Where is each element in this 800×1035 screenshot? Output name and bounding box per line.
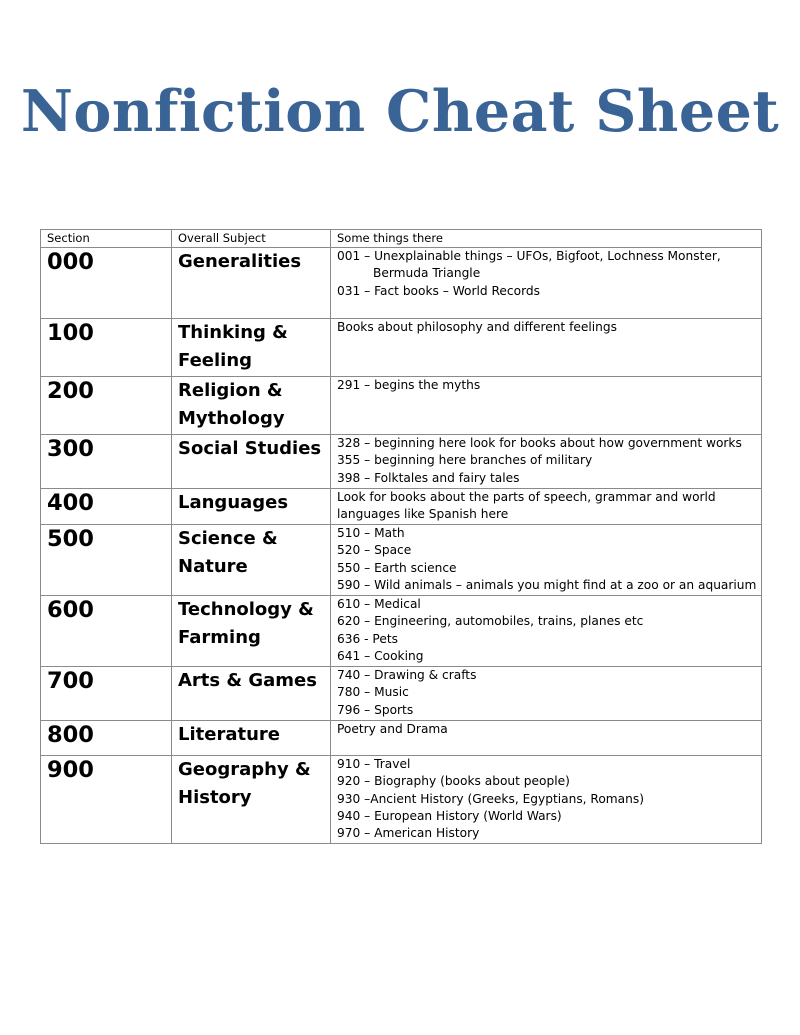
table-row — [41, 524, 762, 595]
thing-item: 641 – Cooking — [337, 649, 424, 664]
thing-item: Poetry and Drama — [337, 721, 448, 736]
thing-item: 796 – Sports — [337, 702, 414, 717]
thing-item: 610 – Medical — [337, 596, 421, 611]
thing-item: 001 – Unexplainable things – UFOs, Bigfoot, Lochness Monster, — [337, 249, 721, 263]
thing-item: 636 - Pets — [337, 631, 398, 646]
subject-name: Languages — [172, 489, 331, 525]
thing-item: 520 – Space — [337, 543, 412, 558]
thing-item: 910 – Travel — [337, 756, 411, 771]
cheat-sheet-table — [40, 229, 762, 844]
thing-item: 355 – beginning here branches of military — [337, 453, 593, 468]
thing-item: 930 –Ancient History (Greeks, Egyptians, Romans) — [337, 791, 644, 806]
section-number: 400 — [41, 489, 172, 525]
subject-name: Arts & Games — [172, 666, 331, 720]
things-cell — [331, 524, 762, 595]
header-things: Some things there — [331, 230, 762, 248]
section-number: 200 — [41, 377, 172, 435]
thing-item: 328 – beginning here look for books about how government works — [337, 436, 742, 450]
subject-name: Literature — [172, 720, 331, 755]
table-row — [41, 319, 762, 377]
section-number: 300 — [41, 435, 172, 489]
section-number: 900 — [41, 755, 172, 843]
thing-item: 740 – Drawing & crafts — [337, 667, 477, 682]
subject-name: Technology & Farming — [172, 595, 331, 666]
table-row — [41, 595, 762, 666]
thing-item: 550 – Earth science — [337, 560, 457, 575]
subject-name: Thinking & Feeling — [172, 319, 331, 377]
thing-item: languages like Spanish here — [337, 507, 509, 522]
section-number: 500 — [41, 524, 172, 595]
thing-item-continued: Bermuda Triangle — [373, 266, 481, 281]
section-number: 800 — [41, 720, 172, 755]
things-cell — [331, 489, 762, 525]
thing-item: 920 – Biography (books about people) — [337, 774, 570, 789]
things-cell — [331, 377, 762, 435]
thing-item: 398 – Folktales and fairy tales — [337, 470, 520, 485]
section-number: 100 — [41, 319, 172, 377]
table-row — [41, 377, 762, 435]
things-cell — [331, 248, 762, 319]
thing-item: 940 – European History (World Wars) — [337, 809, 562, 824]
subject-name: Religion & Mythology — [172, 377, 331, 435]
subject-name: Science & Nature — [172, 524, 331, 595]
header-section: Section — [41, 230, 172, 248]
thing-item: 970 – American History — [337, 826, 480, 841]
table-row — [41, 666, 762, 720]
header-subject: Overall Subject — [172, 230, 331, 248]
thing-item: 780 – Music — [337, 685, 409, 700]
thing-item: 031 – Fact books – World Records — [337, 283, 540, 298]
section-number: 000 — [41, 248, 172, 319]
table-row — [41, 720, 762, 755]
table-header-row — [41, 230, 762, 248]
thing-item: Books about philosophy and different feelings — [337, 320, 617, 334]
thing-item: 590 – Wild animals – animals you might find at a zoo or an aquarium — [337, 578, 757, 593]
page-title: Nonfiction Cheat Sheet — [20, 78, 780, 145]
things-cell — [331, 666, 762, 720]
subject-name: Social Studies — [172, 435, 331, 489]
table-row — [41, 755, 762, 843]
table-row — [41, 489, 762, 525]
section-number: 700 — [41, 666, 172, 720]
things-cell — [331, 435, 762, 489]
thing-item: 291 – begins the myths — [337, 378, 481, 392]
thing-item: 510 – Math — [337, 525, 405, 540]
table-row — [41, 248, 762, 319]
things-cell — [331, 319, 762, 377]
thing-item: 620 – Engineering, automobiles, trains, planes etc — [337, 614, 644, 629]
section-number: 600 — [41, 595, 172, 666]
subject-name: Geography & History — [172, 755, 331, 843]
thing-item: Look for books about the parts of speech, grammar and world — [337, 490, 716, 504]
table-row — [41, 435, 762, 489]
subject-name: Generalities — [172, 248, 331, 319]
things-cell — [331, 595, 762, 666]
things-cell — [331, 720, 762, 755]
things-cell — [331, 755, 762, 843]
